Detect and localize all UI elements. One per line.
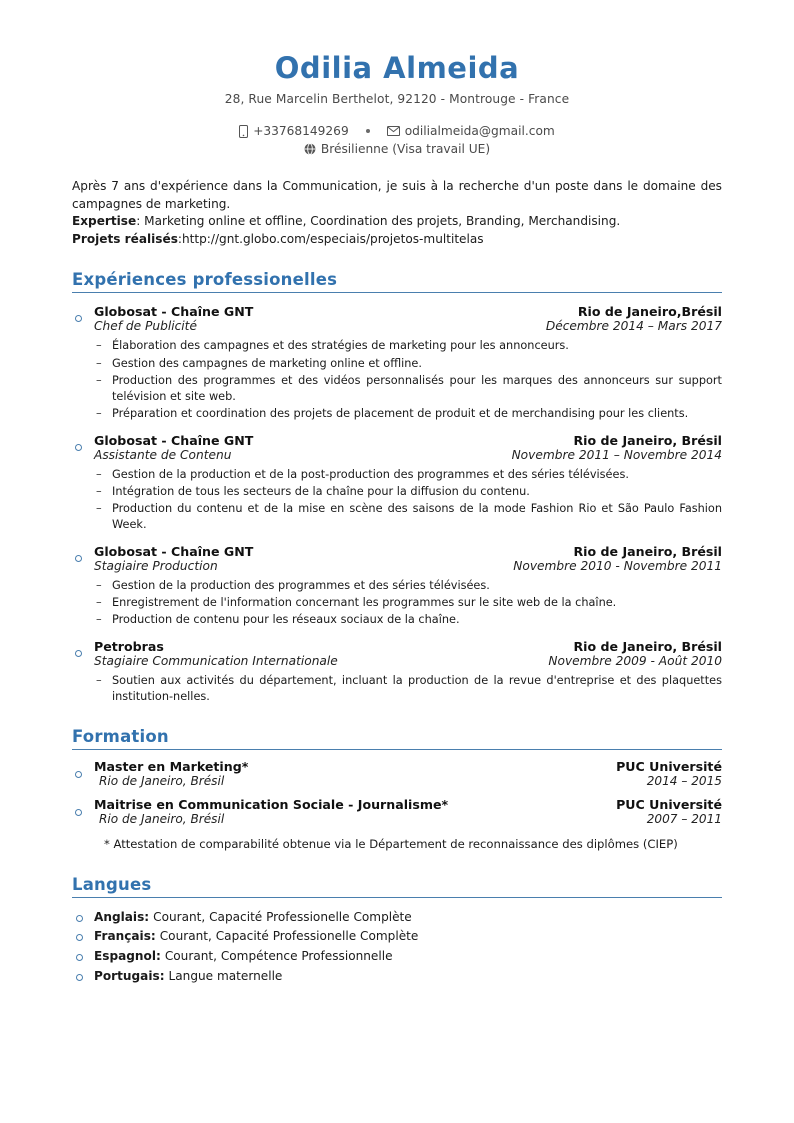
- language-level: Courant, Capacité Professionelle Complète: [153, 909, 412, 924]
- summary-block: [72, 178, 722, 248]
- entry-bullet-icon: [75, 650, 82, 657]
- expertise-value: : Marketing online et offline, Coordination des projets, Branding, Merchandising.: [136, 214, 621, 229]
- language-name: Espagnol:: [94, 949, 161, 964]
- entry-bullet-icon: [76, 915, 83, 922]
- entry-bullet-icon: [75, 809, 82, 816]
- section-title-languages: Langues: [72, 874, 152, 894]
- institution-name: PUC Université: [616, 758, 722, 774]
- entry-subheader-row: [94, 774, 722, 788]
- entry-header-row: [94, 797, 722, 812]
- list-item: – Soutien aux activités du département, incluant la production de la revue d'entreprise et des plaquettes institution-nelles.: [94, 673, 722, 705]
- entry-header-row: [94, 544, 722, 559]
- phone-contact[interactable]: [239, 124, 349, 138]
- degree-name: Maitrise en Communication Sociale - Journalisme*: [94, 796, 449, 812]
- nationality-text: Brésilienne (Visa travail UE): [320, 142, 491, 157]
- job-duties-list: [94, 673, 722, 705]
- entry-bullet-icon: [76, 934, 83, 941]
- education-entry: [72, 759, 722, 788]
- list-item: – Production du contenu et de la mise en scène des saisons de la mode Fashion Rio et São Paulo Fashion Week.: [94, 501, 722, 533]
- job-title: Stagiaire Production: [94, 558, 218, 573]
- entry-bullet-icon: [75, 315, 82, 322]
- contact-line-primary: [0, 124, 794, 138]
- page-title: Odilia Almeida: [274, 51, 520, 85]
- entry-bullet-icon: [75, 555, 82, 562]
- languages-list: [72, 908, 722, 986]
- employer-name: Globosat - Chaîne GNT: [94, 304, 254, 320]
- entry-subheader-row: [94, 812, 722, 826]
- language-name: Français:: [94, 929, 156, 944]
- job-title: Stagiaire Communication Internationale: [94, 653, 338, 668]
- resume-header: [0, 0, 794, 156]
- section-rule-languages: [72, 897, 722, 898]
- experience-entry: [72, 639, 722, 705]
- entry-subheader-row: [94, 654, 722, 668]
- phone-number: +33768149269: [253, 124, 349, 139]
- job-duties-list: [94, 467, 722, 533]
- institution-location: Rio de Janeiro, Brésil: [99, 811, 225, 826]
- list-item: [72, 927, 722, 947]
- list-item: – Intégration de tous les secteurs de la chaîne pour la diffusion du contenu.: [94, 484, 722, 500]
- email-address: odilialmeida@gmail.com: [404, 124, 555, 139]
- language-level: Courant, Capacité Professionelle Complète: [159, 929, 419, 944]
- experience-entry: [72, 433, 722, 533]
- contact-line-nationality: [0, 142, 794, 156]
- job-dates: Novembre 2010 - Novembre 2011: [513, 558, 722, 573]
- section-languages: [72, 875, 722, 986]
- list-item: – Production des programmes et des vidéos personnalisés pour les marques des annonceurs sur support telévision et site web.: [94, 373, 722, 405]
- job-title: Assistante de Contenu: [94, 447, 232, 462]
- language-name: Portugais:: [94, 968, 165, 983]
- experience-entry: [72, 544, 722, 628]
- projects-label: Projets réalisés: [72, 231, 178, 246]
- separator-dot: [366, 129, 370, 133]
- section-experience: [72, 270, 722, 704]
- section-education: [72, 727, 722, 851]
- education-entry: [72, 797, 722, 826]
- entry-subheader-row: [94, 448, 722, 462]
- employer-name: Globosat - Chaîne GNT: [94, 432, 254, 448]
- summary-expertise: [72, 213, 722, 231]
- section-title-education: Formation: [72, 726, 169, 746]
- entry-header-row: [94, 639, 722, 654]
- address-line: 28, Rue Marcelin Berthelot, 92120 - Montrouge - France: [224, 92, 570, 107]
- entry-bullet-icon: [76, 974, 83, 981]
- employer-location: Rio de Janeiro,Brésil: [577, 304, 722, 320]
- language-level: Langue maternelle: [168, 968, 283, 983]
- envelope-icon: [387, 126, 400, 136]
- entry-header-row: [94, 304, 722, 319]
- employer-name: Globosat - Chaîne GNT: [94, 543, 254, 559]
- entry-subheader-row: [94, 319, 722, 333]
- list-item: [72, 908, 722, 928]
- summary-projects: [72, 231, 722, 249]
- job-title: Chef de Publicité: [94, 319, 197, 334]
- degree-years: 2014 – 2015: [646, 773, 722, 788]
- section-rule-education: [72, 749, 722, 750]
- entry-header-row: [94, 759, 722, 774]
- list-item: – Gestion de la production des programmes et des séries télévisées.: [94, 578, 722, 594]
- list-item: – Gestion des campagnes de marketing online et offline.: [94, 356, 722, 372]
- entry-subheader-row: [94, 559, 722, 573]
- job-dates: Décembre 2014 – Mars 2017: [545, 319, 722, 334]
- entry-header-row: [94, 433, 722, 448]
- section-rule-experience: [72, 292, 722, 293]
- projects-value[interactable]: :http://gnt.globo.com/especiais/projetos-multitelas: [177, 231, 484, 246]
- list-item: – Préparation et coordination des projets de placement de produit et de merchandising pour les clients.: [94, 406, 722, 422]
- expertise-label: Expertise: [72, 214, 137, 229]
- job-dates: Novembre 2011 – Novembre 2014: [511, 447, 722, 462]
- list-item: [72, 967, 722, 987]
- degree-years: 2007 – 2011: [646, 811, 722, 826]
- language-level: Courant, Compétence Professionnelle: [164, 949, 393, 964]
- mobile-phone-icon: [239, 125, 248, 138]
- globe-icon: [304, 143, 316, 155]
- entry-bullet-icon: [75, 771, 82, 778]
- section-title-experience: Expériences professionelles: [72, 270, 338, 290]
- list-item: – Enregistrement de l'information concernant les programmes sur le site web de la chaîne.: [94, 595, 722, 611]
- entry-bullet-icon: [76, 954, 83, 961]
- degree-name: Master en Marketing*: [94, 758, 249, 774]
- education-footnote: * Attestation de comparabilité obtenue via le Département de reconnaissance des diplômes (CIEP): [104, 836, 678, 851]
- list-item: – Production de contenu pour les réseaux sociaux de la chaîne.: [94, 612, 722, 628]
- summary-intro: Après 7 ans d'expérience dans la Communication, je suis à la recherche d'un poste dans le domaine des campagnes de marketing.: [72, 179, 722, 211]
- employer-name: Petrobras: [94, 638, 164, 654]
- email-contact[interactable]: [387, 124, 555, 138]
- job-dates: Novembre 2009 - Août 2010: [548, 653, 722, 668]
- employer-location: Rio de Janeiro, Brésil: [573, 432, 722, 448]
- employer-location: Rio de Janeiro, Brésil: [573, 543, 722, 559]
- entry-bullet-icon: [75, 444, 82, 451]
- list-item: – Élaboration des campagnes et des stratégies de marketing pour les annonceurs.: [94, 338, 722, 354]
- job-duties-list: [94, 338, 722, 421]
- language-name: Anglais:: [94, 909, 150, 924]
- institution-name: PUC Université: [616, 796, 722, 812]
- job-duties-list: [94, 578, 722, 628]
- institution-location: Rio de Janeiro, Brésil: [99, 773, 225, 788]
- employer-location: Rio de Janeiro, Brésil: [573, 638, 722, 654]
- experience-entry: [72, 304, 722, 421]
- list-item: [72, 947, 722, 967]
- list-item: – Gestion de la production et de la post-production des programmes et des séries télévisées.: [94, 467, 722, 483]
